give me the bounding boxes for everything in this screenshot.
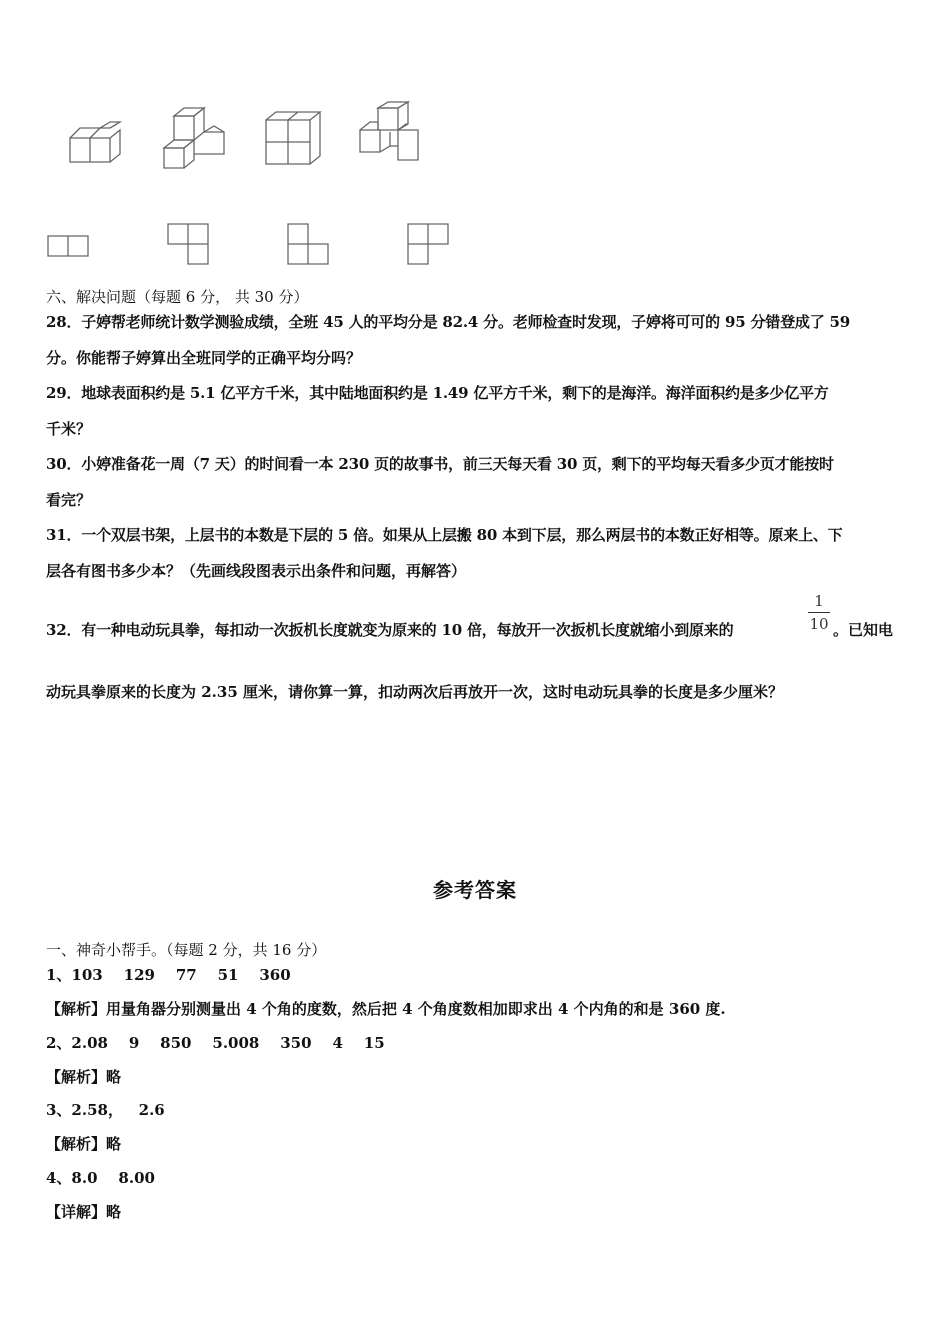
note-text: 用量角器分别测量出 4 个角的度数，然后把 4 个角度数相加即求出 4 个内角的和是 360 度. <box>106 1000 726 1018</box>
answers-section1-heading: 一、神奇小帮手。（每题 2 分，共 16 分） <box>46 941 327 959</box>
answer-4-note <box>46 1201 121 1222</box>
q32-fraction <box>808 592 830 633</box>
answer-1: 1、103 129 77 51 360 <box>46 966 291 984</box>
answer-1-note <box>46 998 726 1019</box>
answers-title: 参考答案 <box>433 878 517 902</box>
q29-line2: 千米？ <box>46 420 92 438</box>
view-figure-2 <box>166 222 212 268</box>
section6-heading: 六、解决问题（每题 6 分， 共 30 分） <box>46 288 309 306</box>
note-text: 略 <box>106 1135 122 1153</box>
view-figure-3 <box>286 222 332 268</box>
q31-line1: 31．一个双层书架，上层书的本数是下层的 5 倍。如果从上层搬 80 本到下层，那么两层书的本数正好相等。原来上、下 <box>46 526 843 544</box>
cube-figure-2 <box>160 104 230 170</box>
q30-line2: 看完？ <box>46 491 92 509</box>
answer-4: 4、8.0 8.00 <box>46 1169 155 1187</box>
q28-line2: 分。你能帮子婷算出全班同学的正确平均分吗？ <box>46 349 362 367</box>
fraction-bar <box>808 612 830 613</box>
cube-figure-4 <box>356 98 426 168</box>
fraction-denominator: 10 <box>809 615 829 633</box>
note-label: 【详解】 <box>46 1203 107 1221</box>
view-figure-4 <box>406 222 452 268</box>
note-text: 略 <box>106 1203 122 1221</box>
note-label: 【解析】 <box>46 1000 107 1018</box>
q31-line2: 层各有图书多少本？（先画线段图表示出条件和问题，再解答） <box>46 562 467 580</box>
view-figure-1 <box>46 234 92 260</box>
q30-line1: 30．小婷准备花一周（7 天）的时间看一本 230 页的故事书，前三天每天看 30 页，剩下的平均每天看多少页才能按时 <box>46 455 834 473</box>
q29-line1: 29．地球表面积约是 5.1 亿平方千米，其中陆地面积约是 1.49 亿平方千米，剩下的是海洋。海洋面积约是多少亿平方 <box>46 384 829 402</box>
q32-line1-end: 。已知电 <box>833 621 894 639</box>
note-text: 略 <box>106 1068 122 1086</box>
answer-2: 2、2.08 9 850 5.008 350 4 15 <box>46 1034 385 1052</box>
fraction-numerator: 1 <box>814 592 824 610</box>
q28-line1: 28．子婷帮老师统计数学测验成绩，全班 45 人的平均分是 82.4 分。老师检查时发现，子婷将可可的 95 分错登成了 59 <box>46 313 850 331</box>
answer-3-note <box>46 1133 121 1154</box>
q32-line2: 动玩具拳原来的长度为 2.35 厘米，请你算一算，扣动两次后再放开一次，这时电动玩具拳的长度是多少厘米？ <box>46 683 783 701</box>
note-label: 【解析】 <box>46 1135 107 1153</box>
answer-2-note <box>46 1066 121 1087</box>
cube-figure-3 <box>262 108 324 168</box>
cube-figure-1 <box>66 118 126 168</box>
note-label: 【解析】 <box>46 1068 107 1086</box>
answer-3: 3、2.58， 2.6 <box>46 1101 165 1119</box>
q32-line1: 32．有一种电动玩具拳，每扣动一次扳机长度就变为原来的 10 倍，每放开一次扳机长度就缩小到原来的 <box>46 621 734 639</box>
